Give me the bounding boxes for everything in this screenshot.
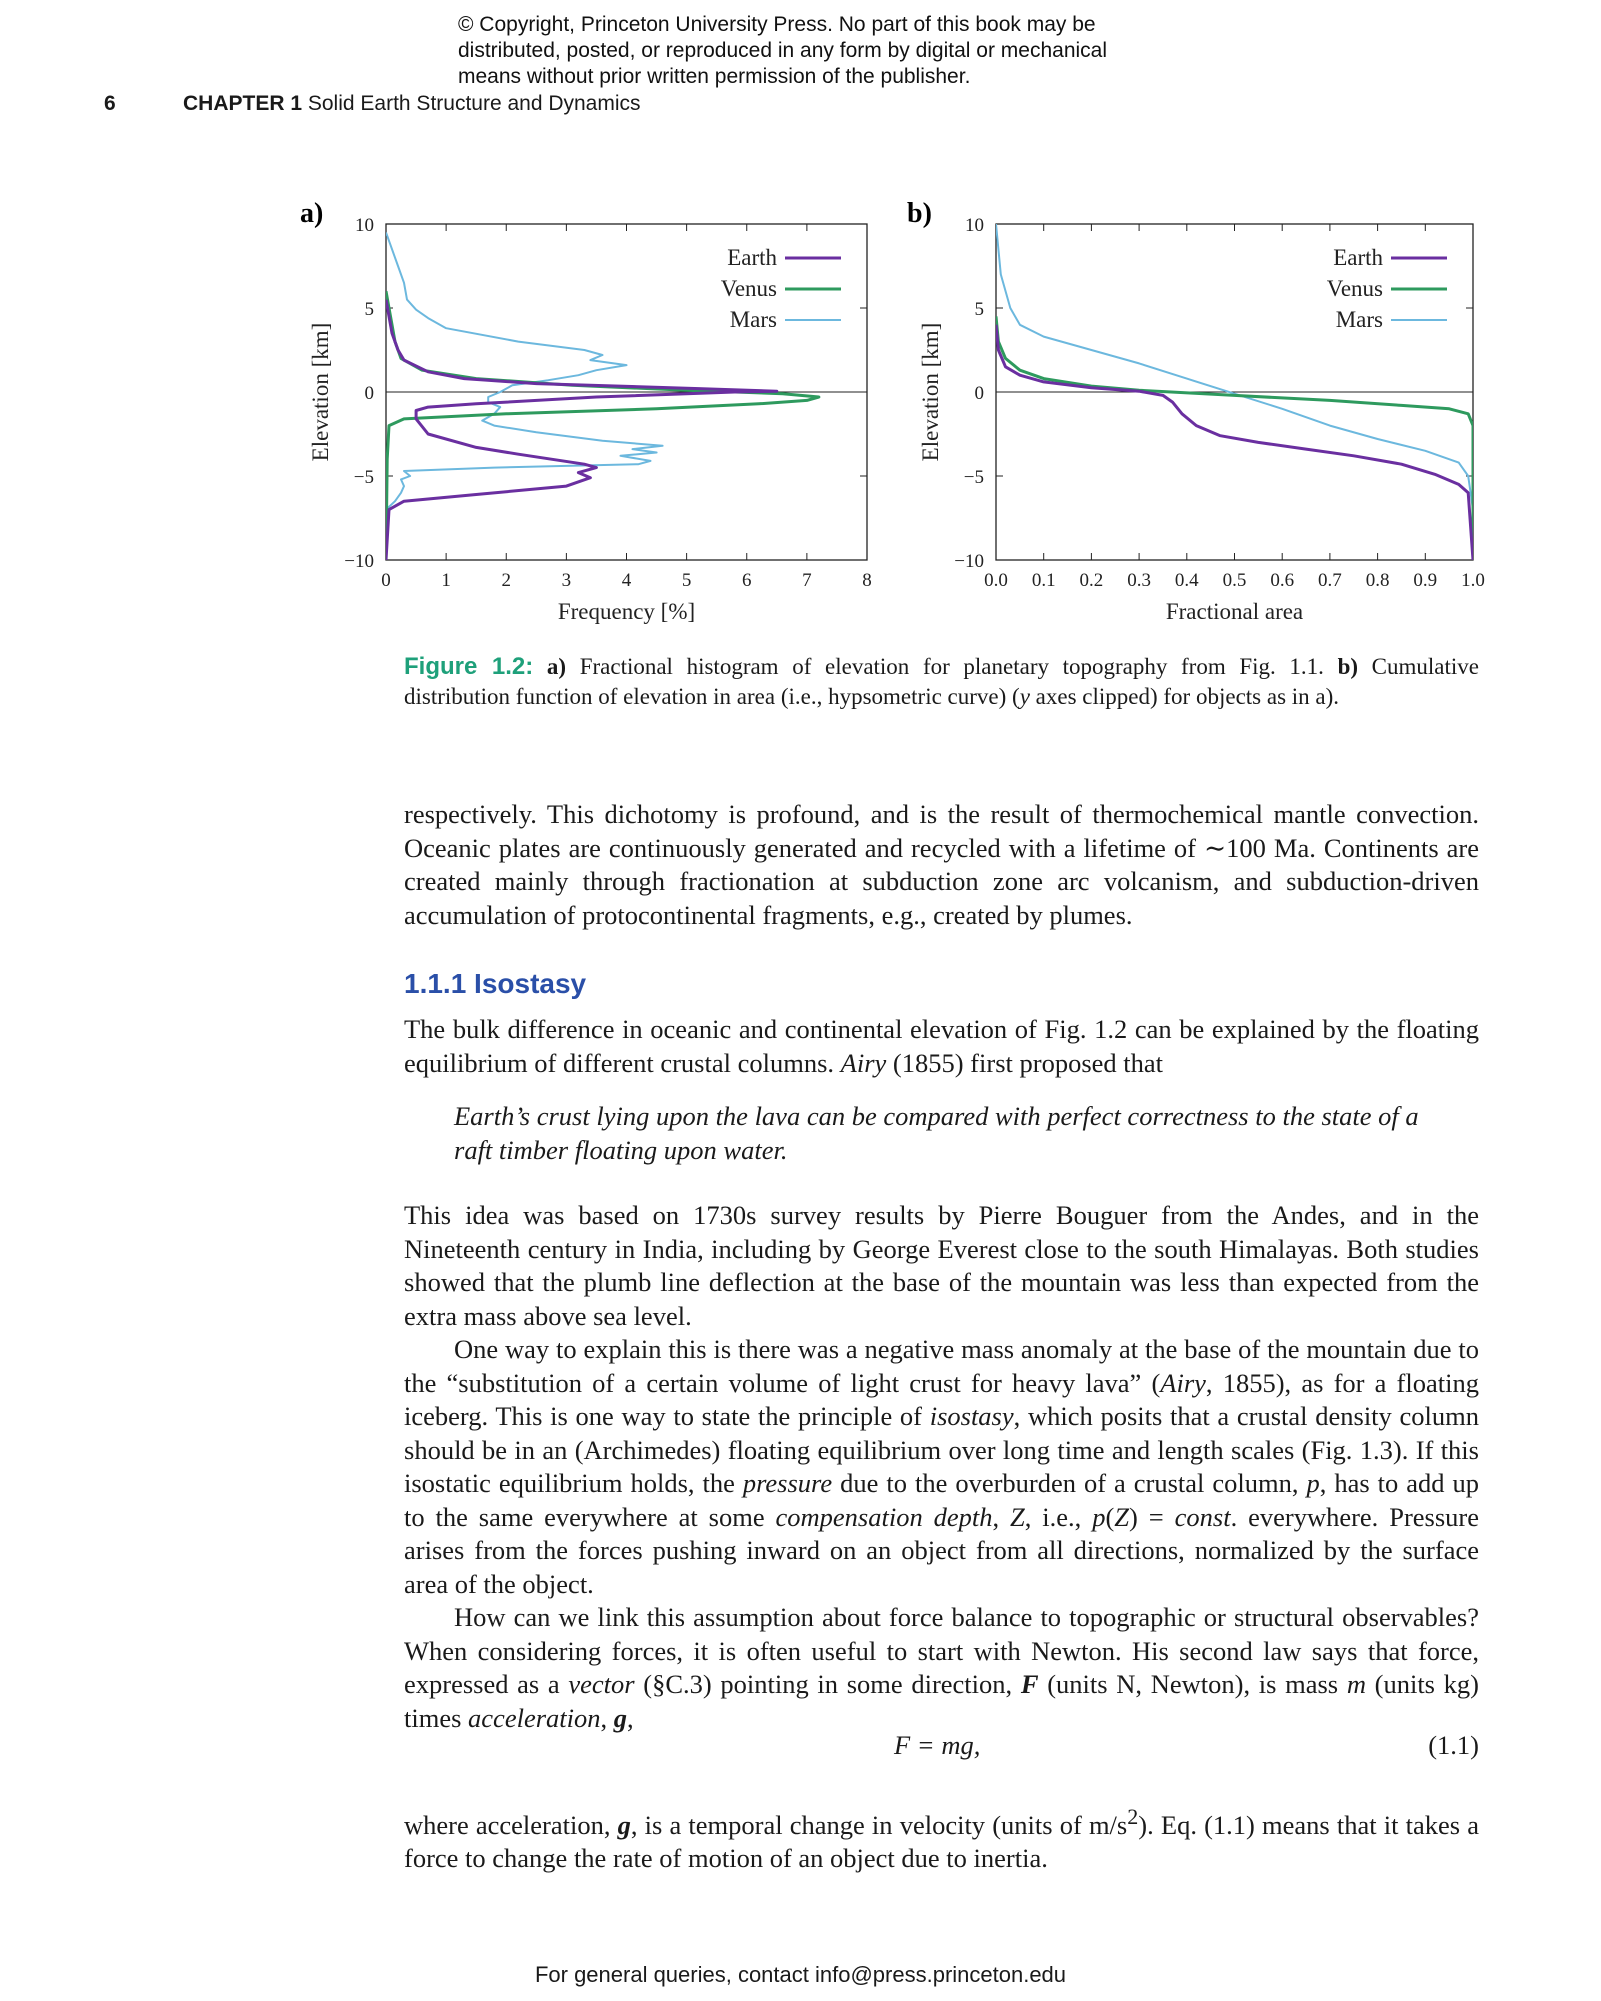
text-run: due to the overburden of a crustal column,: [832, 1468, 1307, 1498]
x-tick-label: 8: [862, 570, 872, 591]
equation-number: (1.1): [1428, 1730, 1479, 1760]
paragraph-isostasy-intro: [404, 1013, 1479, 1080]
y-tick-label: 10: [355, 215, 374, 236]
chapter-title: Solid Earth Structure and Dynamics: [307, 92, 641, 115]
text-run: , 1855), as for a floating iceberg. This is one way to state the principle of: [404, 1367, 1479, 1431]
panel-b: [907, 198, 1485, 624]
text-run: ). Eq. (1.1) means that it takes a force to change the rate of motion of an object due to inertia.: [404, 1809, 1479, 1874]
caption-a-label: a): [546, 654, 567, 679]
var-force: F: [1020, 1669, 1039, 1699]
y-tick-label: 5: [974, 299, 984, 320]
x-tick-label: 4: [621, 570, 632, 591]
text-run: (: [1105, 1501, 1115, 1532]
x-axis-title: Frequency [%]: [557, 599, 696, 624]
y-tick-label: 5: [364, 299, 374, 320]
text-run: The bulk difference in oceanic and continental elevation of Fig. 1.2 can be explained by the floating equilibrium of different crustal columns.: [404, 1014, 1479, 1078]
legend-label-earth: Earth: [727, 245, 777, 270]
var-g: g: [613, 1702, 627, 1733]
x-tick-label: 0.2: [1079, 570, 1104, 591]
legend-label-mars: Mars: [1335, 307, 1383, 332]
x-tick-label: 1: [441, 570, 451, 591]
series-line-earth: [996, 325, 1473, 560]
legend-label-mars: Mars: [729, 307, 777, 332]
text-run: ,: [992, 1501, 1011, 1532]
legend-label-venus: Venus: [1326, 276, 1383, 301]
page-number: 6: [104, 92, 116, 115]
y-tick-label: 0: [974, 383, 984, 404]
term-isostasy: isostasy: [929, 1401, 1014, 1431]
text-run: How can we link this assumption about force balance to topographic or structural observables? When considering forces, it is often useful to start with Newton. His second law says that force, expressed as a: [404, 1602, 1479, 1699]
text-run: One way to explain this is there was a negative mass anomaly at the base of the mountain due to the “substitution of a certain volume of light crust for heavy lava” (: [404, 1334, 1479, 1398]
x-tick-label: 3: [561, 570, 572, 591]
var-g: g: [617, 1809, 631, 1840]
caption-b-text-end: axes clipped) for objects as in a).: [1029, 684, 1340, 709]
y-tick-label: −10: [954, 551, 984, 572]
legend-label-earth: Earth: [1333, 245, 1383, 270]
y-axis-title: Elevation [km]: [308, 322, 333, 462]
panel-label: b): [907, 198, 932, 229]
text-run: where acceleration,: [404, 1809, 618, 1840]
var-p: p: [1092, 1501, 1106, 1532]
y-tick-label: −10: [344, 551, 374, 572]
text-run: , has to add up to the same everywhere at some: [404, 1468, 1479, 1532]
figure-caption: [404, 652, 1479, 712]
text-run: (§C.3) pointing in some direction,: [634, 1669, 1021, 1699]
caption-b-text: Cumulative distribution function of elevation in area (i.e., hypsometric curve) (: [404, 654, 1479, 709]
text-run: . everywhere. Pressure arises from the forces pushing inward on an object from all directions, normalized by the surface area of the object.: [404, 1501, 1479, 1599]
x-tick-label: 0.0: [984, 570, 1008, 591]
x-tick-label: 7: [802, 570, 812, 591]
paragraph-newton: [404, 1601, 1479, 1735]
equation-body: F = mg,: [894, 1730, 981, 1760]
text-run: (units N, Newton), is mass: [1038, 1669, 1347, 1699]
x-tick-label: 0.3: [1127, 570, 1151, 591]
text-run: ,: [600, 1702, 614, 1733]
x-tick-label: 0.4: [1174, 570, 1199, 591]
var-p: p: [1306, 1468, 1320, 1498]
text-run: (units kg) times: [404, 1669, 1480, 1733]
text-run: , which posits that a crustal density column should be in an (Archimedes) floating equilibrium over long time and length scales (Fig. 1.3). If this isostatic equilibrium holds, the: [404, 1401, 1479, 1498]
text-run: ,: [627, 1702, 634, 1733]
figure-1-2: [0, 190, 1601, 640]
chapter-label: CHAPTER 1: [183, 92, 303, 115]
x-tick-label: 2: [501, 570, 511, 591]
copyright-line: means without prior written permission of the publisher.: [458, 65, 971, 88]
text-run: ) =: [1129, 1501, 1175, 1532]
running-head: [183, 92, 641, 116]
var-mass: m: [1346, 1669, 1366, 1699]
caption-y-var: y: [1019, 684, 1030, 709]
y-tick-label: 0: [364, 383, 374, 404]
paragraph-dichotomy: respectively. This dichotomy is profound, and is the result of thermochemical mantle convection. Oceanic plates are continuously generated and recycled with a lifetime of ∼100 Ma. Continents are created mainly through fractionation at subduction zone arc volcanism, and subduction-driven accumulation of protocontinental fragments, e.g., created by plumes.: [404, 799, 1479, 930]
paragraph-acceleration: [404, 1800, 1479, 1876]
x-tick-label: 0.7: [1318, 570, 1342, 591]
var-z: Z: [1010, 1501, 1025, 1532]
copyright-notice: [458, 12, 1198, 90]
y-axis-title: Elevation [km]: [918, 322, 943, 462]
section-heading: 1.1.1 Isostasy: [404, 968, 587, 999]
x-tick-label: 0.6: [1270, 570, 1295, 591]
y-tick-label: −5: [353, 467, 374, 488]
caption-b-label: b): [1337, 654, 1359, 679]
term-compensation-depth: compensation depth: [775, 1501, 993, 1532]
caption-a-text: Fractional histogram of elevation for planetary topography from Fig. 1.1.: [566, 654, 1338, 679]
x-tick-label: 0: [381, 570, 391, 591]
x-tick-label: 0.1: [1031, 570, 1056, 591]
x-axis-title: Fractional area: [1165, 599, 1304, 624]
y-tick-label: 10: [965, 215, 984, 236]
y-tick-label: −5: [963, 467, 984, 488]
superscript: 2: [1127, 1804, 1139, 1829]
paragraph-mass-anomaly: [404, 1333, 1479, 1601]
x-tick-label: 1.0: [1461, 570, 1485, 591]
series-line-earth: [386, 300, 777, 560]
text-run: , is a temporal change in velocity (units of m/s: [630, 1809, 1128, 1840]
citation-airy: Airy: [840, 1047, 887, 1078]
panel-label: a): [300, 198, 324, 229]
equation-1-1: [404, 1730, 1479, 1764]
x-tick-label: 0.9: [1413, 570, 1438, 591]
caption-label: Figure 1.2:: [404, 653, 534, 680]
paragraph-bouguer: This idea was based on 1730s survey results by Pierre Bouguer from the Andes, and in the Nineteenth century in India, including by George Everest close to the south Himalayas. Both studies showed that the plumb line deflection at the base of the mountain was less than expected from the extra mass above sea level.: [404, 1200, 1479, 1331]
x-tick-label: 0.8: [1365, 570, 1390, 591]
panel-a: [300, 198, 872, 624]
term-vector: vector: [568, 1669, 635, 1699]
var-z: Z: [1114, 1501, 1130, 1532]
text-run: , i.e.,: [1024, 1501, 1093, 1532]
x-tick-label: 0.5: [1222, 570, 1247, 591]
x-tick-label: 5: [681, 570, 692, 591]
term-const: const: [1174, 1501, 1231, 1532]
term-pressure: pressure: [742, 1468, 833, 1498]
block-quote: Earth’s crust lying upon the lava can be compared with perfect correctness to the state of a raft timber floating upon water.: [454, 1101, 1419, 1165]
citation-airy: Airy: [1160, 1367, 1206, 1398]
legend-label-venus: Venus: [720, 276, 777, 301]
footer-contact: For general queries, contact info@press.princeton.edu: [534, 1962, 1067, 1987]
term-acceleration: acceleration: [468, 1702, 601, 1733]
x-tick-label: 6: [742, 570, 752, 591]
text-run: (1855) first proposed that: [886, 1047, 1164, 1078]
copyright-line: distributed, posted, or reproduced in any form by digital or mechanical: [458, 39, 1108, 62]
copyright-line: © Copyright, Princeton University Press. No part of this book may be: [458, 13, 1096, 36]
